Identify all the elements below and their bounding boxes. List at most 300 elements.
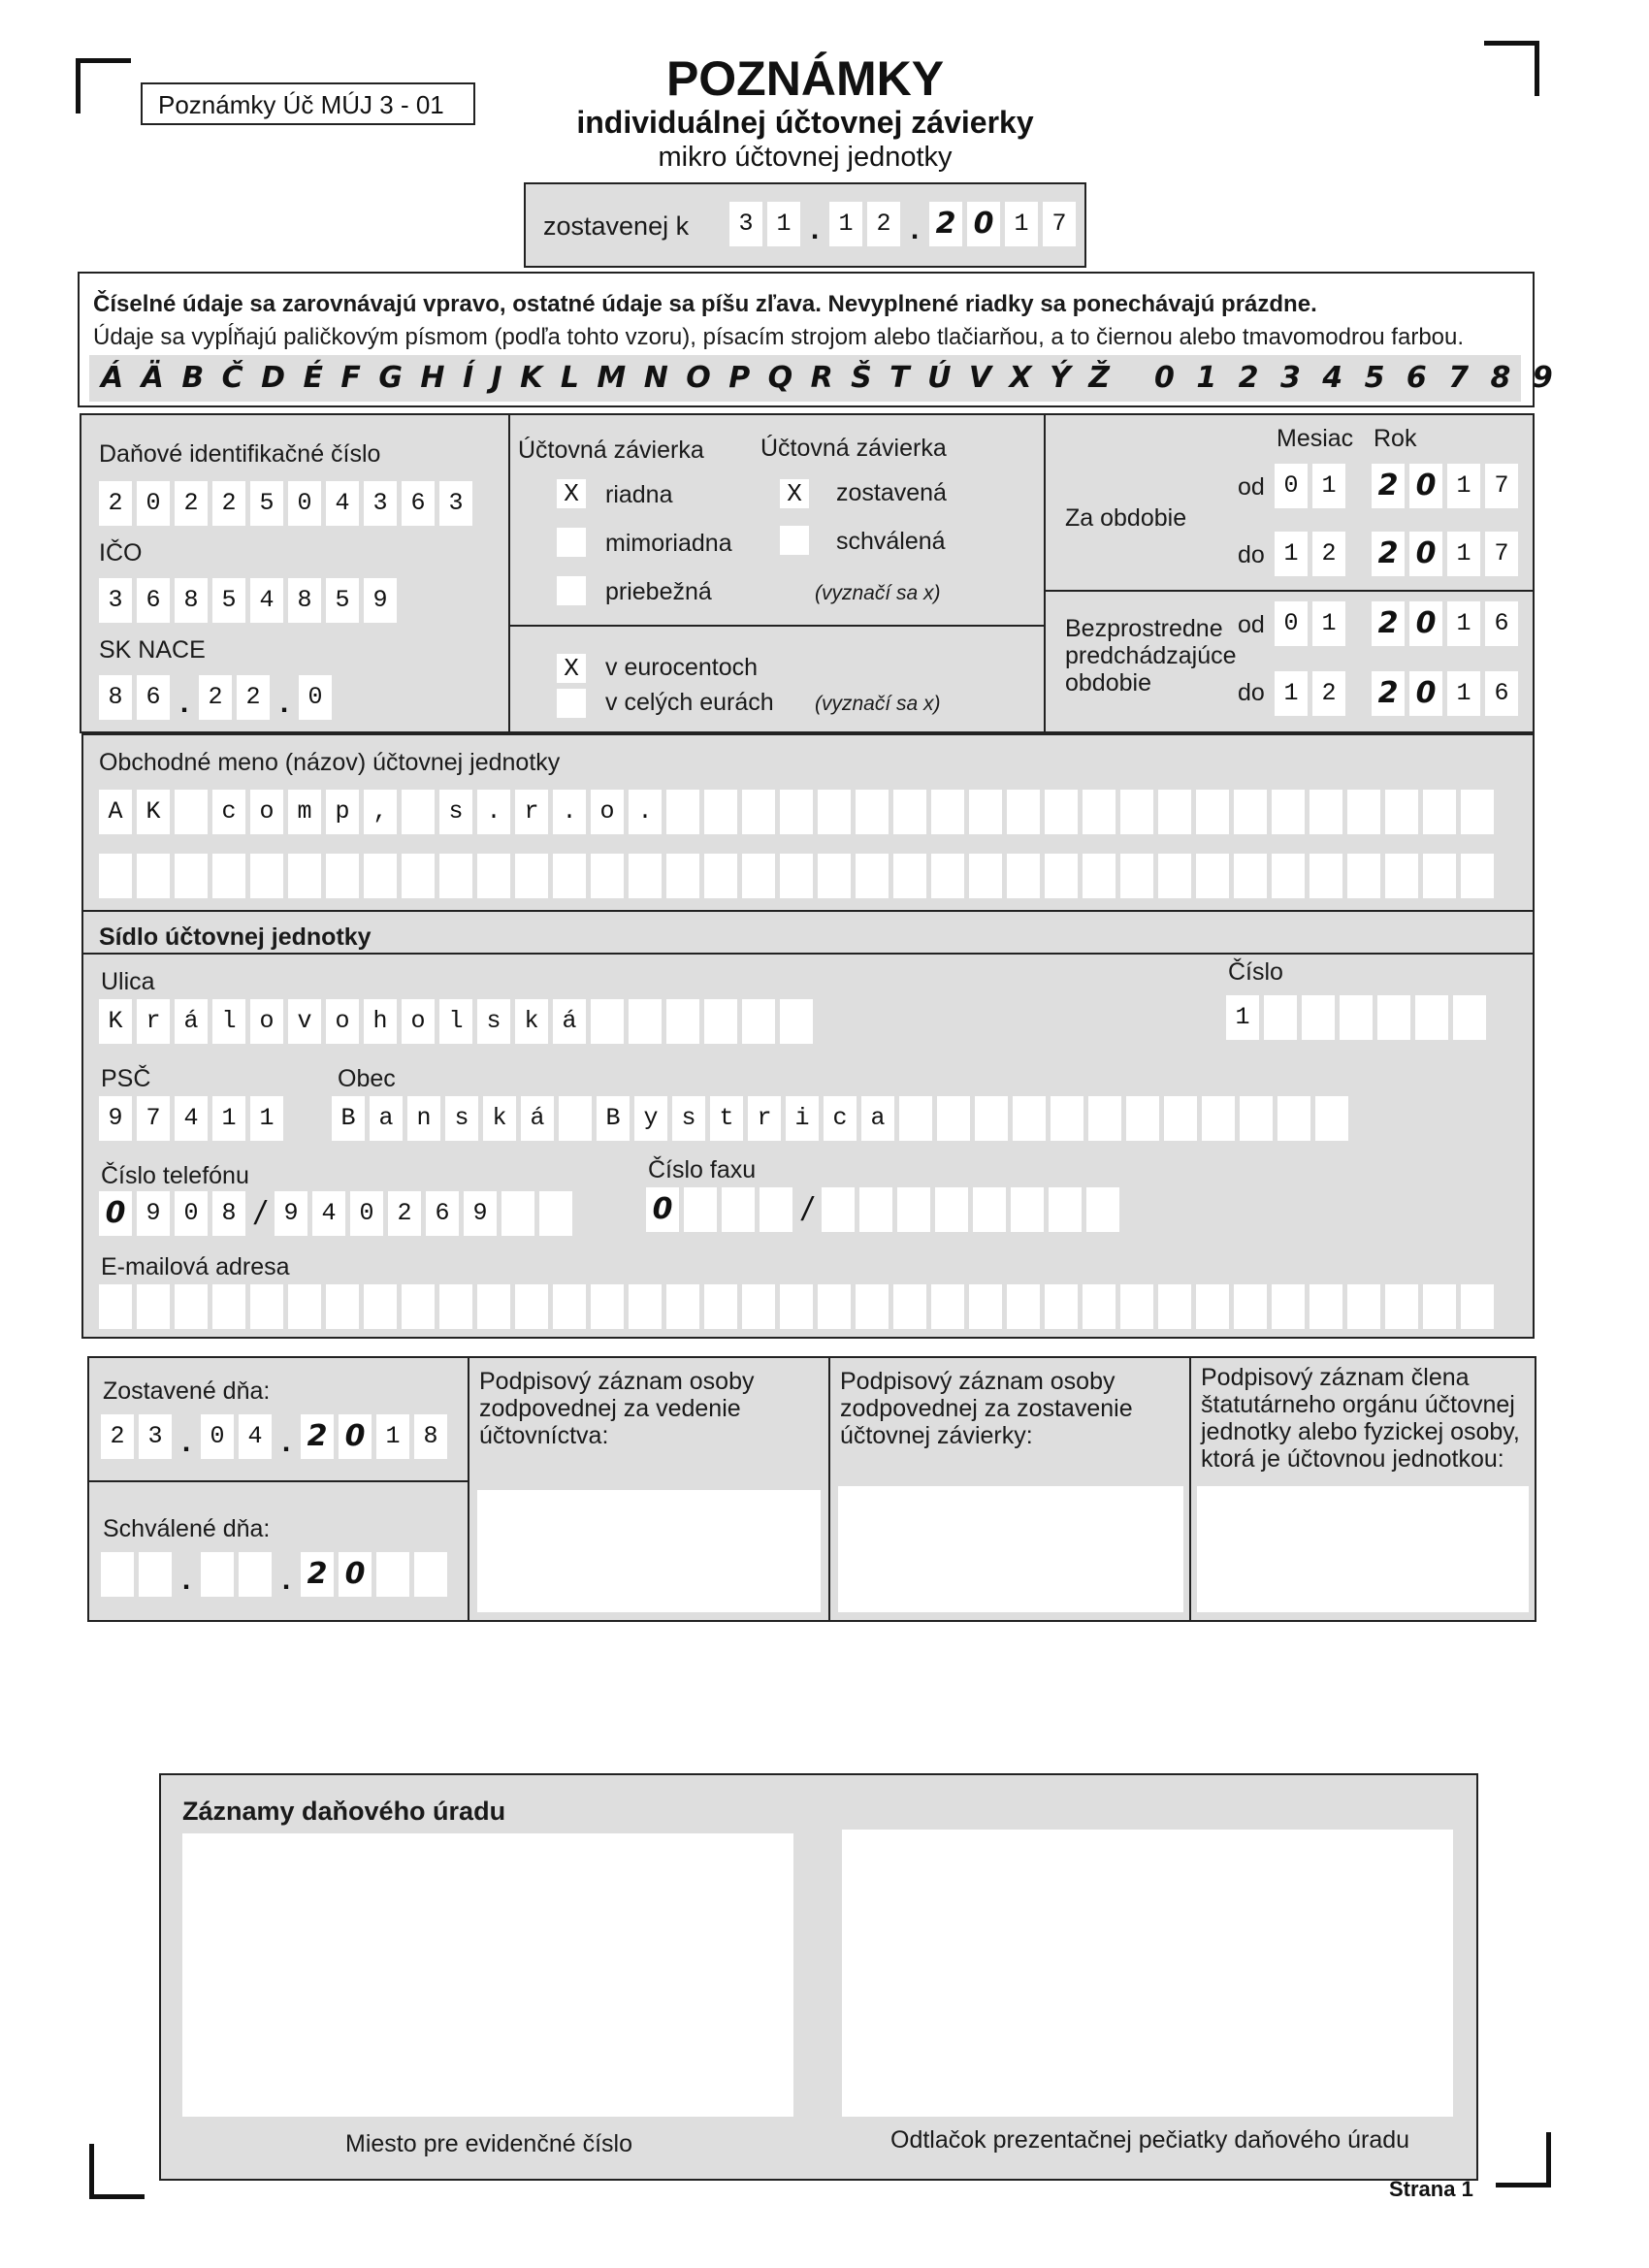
char-cell[interactable] xyxy=(212,854,245,898)
char-cell[interactable] xyxy=(137,1284,170,1329)
char-cell[interactable]: 1 xyxy=(376,1414,409,1459)
char-cell[interactable] xyxy=(1377,995,1410,1040)
char-cell[interactable]: n xyxy=(407,1096,440,1141)
char-cell[interactable]: 0 xyxy=(1409,532,1442,576)
char-cell[interactable] xyxy=(1086,1187,1119,1232)
char-cell[interactable] xyxy=(1013,1096,1046,1141)
char-cell[interactable]: 0 xyxy=(201,1414,234,1459)
char-cell[interactable]: 3 xyxy=(729,202,762,246)
char-cell[interactable] xyxy=(856,1284,889,1329)
char-cell[interactable]: s xyxy=(477,999,510,1044)
char-cell[interactable] xyxy=(477,1284,510,1329)
char-cell[interactable]: 0 xyxy=(1275,464,1308,508)
char-cell[interactable]: v xyxy=(288,999,321,1044)
char-cell[interactable] xyxy=(893,854,926,898)
char-cell[interactable]: 6 xyxy=(402,481,435,526)
char-cell[interactable] xyxy=(553,1284,586,1329)
char-cell[interactable] xyxy=(1277,1096,1310,1141)
char-cell[interactable] xyxy=(1007,854,1040,898)
char-cell[interactable]: 1 xyxy=(1447,671,1480,716)
char-cell[interactable]: y xyxy=(634,1096,667,1141)
char-cell[interactable] xyxy=(591,999,624,1044)
phone-field[interactable] xyxy=(99,1191,577,1236)
char-cell[interactable] xyxy=(1126,1096,1159,1141)
char-cell[interactable] xyxy=(666,999,699,1044)
char-cell[interactable] xyxy=(288,854,321,898)
char-cell[interactable] xyxy=(818,854,851,898)
char-cell[interactable]: 0 xyxy=(646,1187,679,1232)
char-cell[interactable]: 0 xyxy=(1409,671,1442,716)
char-cell[interactable]: 2 xyxy=(1372,601,1405,646)
char-cell[interactable]: 1 xyxy=(767,202,800,246)
char-cell[interactable]: 9 xyxy=(364,578,397,623)
char-cell[interactable] xyxy=(1083,790,1116,834)
char-cell[interactable]: 1 xyxy=(1447,601,1480,646)
char-cell[interactable]: 5 xyxy=(250,481,283,526)
char-cell[interactable]: 1 xyxy=(1275,671,1308,716)
char-cell[interactable]: 3 xyxy=(99,578,132,623)
char-cell[interactable] xyxy=(1007,1284,1040,1329)
char-cell[interactable]: 2 xyxy=(1372,532,1405,576)
char-cell[interactable] xyxy=(722,1187,755,1232)
char-cell[interactable]: . xyxy=(477,790,510,834)
char-cell[interactable]: 4 xyxy=(239,1414,272,1459)
char-cell[interactable] xyxy=(1385,854,1418,898)
char-cell[interactable]: 1 xyxy=(1226,995,1259,1040)
char-cell[interactable]: o xyxy=(250,790,283,834)
company-name-row-2[interactable] xyxy=(99,854,1499,898)
char-cell[interactable]: p xyxy=(326,790,359,834)
char-cell[interactable] xyxy=(760,1187,792,1232)
char-cell[interactable]: 8 xyxy=(175,578,208,623)
char-cell[interactable] xyxy=(742,854,775,898)
char-cell[interactable] xyxy=(1011,1187,1044,1232)
signature-2-field[interactable] xyxy=(838,1486,1183,1612)
char-cell[interactable] xyxy=(1315,1096,1348,1141)
char-cell[interactable] xyxy=(515,1284,548,1329)
char-cell[interactable] xyxy=(402,790,435,834)
char-cell[interactable]: 5 xyxy=(326,578,359,623)
char-cell[interactable] xyxy=(288,1284,321,1329)
char-cell[interactable]: 2 xyxy=(101,1414,134,1459)
registration-number-area[interactable] xyxy=(182,1833,793,2117)
char-cell[interactable]: 4 xyxy=(250,578,283,623)
char-cell[interactable] xyxy=(559,1096,592,1141)
char-cell[interactable] xyxy=(1272,854,1305,898)
approved-checkbox[interactable] xyxy=(780,526,809,555)
char-cell[interactable] xyxy=(969,790,1002,834)
char-cell[interactable] xyxy=(402,854,435,898)
char-cell[interactable] xyxy=(856,790,889,834)
previous-to-month-field[interactable] xyxy=(1275,671,1350,716)
char-cell[interactable]: 9 xyxy=(464,1191,497,1236)
char-cell[interactable] xyxy=(975,1096,1008,1141)
char-cell[interactable] xyxy=(515,854,548,898)
char-cell[interactable]: 0 xyxy=(137,481,170,526)
char-cell[interactable]: 2 xyxy=(388,1191,421,1236)
email-field[interactable] xyxy=(99,1284,1499,1329)
char-cell[interactable]: 0 xyxy=(1409,464,1442,508)
char-cell[interactable] xyxy=(137,854,170,898)
char-cell[interactable]: 3 xyxy=(364,481,397,526)
char-cell[interactable] xyxy=(1272,790,1305,834)
char-cell[interactable]: r xyxy=(137,999,170,1044)
char-cell[interactable] xyxy=(1083,1284,1116,1329)
char-cell[interactable] xyxy=(704,854,737,898)
char-cell[interactable]: 2 xyxy=(929,202,962,246)
char-cell[interactable] xyxy=(704,999,737,1044)
char-cell[interactable] xyxy=(1461,1284,1494,1329)
char-cell[interactable] xyxy=(1385,1284,1418,1329)
char-cell[interactable] xyxy=(859,1187,892,1232)
regular-checkbox[interactable]: X xyxy=(557,479,586,508)
char-cell[interactable] xyxy=(1423,790,1456,834)
char-cell[interactable]: 4 xyxy=(175,1096,208,1141)
char-cell[interactable] xyxy=(629,1284,662,1329)
char-cell[interactable]: 2 xyxy=(1312,532,1345,576)
char-cell[interactable]: o xyxy=(250,999,283,1044)
char-cell[interactable]: 6 xyxy=(137,675,170,720)
char-cell[interactable] xyxy=(893,1284,926,1329)
char-cell[interactable]: 1 xyxy=(1447,464,1480,508)
char-cell[interactable]: 0 xyxy=(288,481,321,526)
char-cell[interactable] xyxy=(742,1284,775,1329)
char-cell[interactable] xyxy=(1347,1284,1380,1329)
char-cell[interactable]: 0 xyxy=(299,675,332,720)
current-from-year-field[interactable] xyxy=(1372,464,1523,508)
char-cell[interactable]: o xyxy=(591,790,624,834)
char-cell[interactable] xyxy=(937,1096,970,1141)
char-cell[interactable] xyxy=(439,1284,472,1329)
char-cell[interactable] xyxy=(1423,1284,1456,1329)
char-cell[interactable]: 2 xyxy=(212,481,245,526)
char-cell[interactable]: 3 xyxy=(439,481,472,526)
char-cell[interactable] xyxy=(1045,790,1078,834)
char-cell[interactable]: i xyxy=(786,1096,819,1141)
char-cell[interactable] xyxy=(973,1187,1006,1232)
char-cell[interactable]: 6 xyxy=(426,1191,459,1236)
char-cell[interactable] xyxy=(742,999,775,1044)
current-to-month-field[interactable] xyxy=(1275,532,1350,576)
char-cell[interactable] xyxy=(1240,1096,1273,1141)
char-cell[interactable] xyxy=(1302,995,1335,1040)
char-cell[interactable] xyxy=(780,999,813,1044)
char-cell[interactable] xyxy=(591,1284,624,1329)
previous-from-year-field[interactable] xyxy=(1372,601,1523,646)
char-cell[interactable]: 1 xyxy=(1312,601,1345,646)
eurocents-checkbox[interactable]: X xyxy=(557,654,586,683)
char-cell[interactable]: 6 xyxy=(1485,601,1518,646)
char-cell[interactable]: 9 xyxy=(137,1191,170,1236)
street-number-field[interactable] xyxy=(1226,995,1491,1040)
company-name-row-1[interactable] xyxy=(99,790,1499,834)
char-cell[interactable] xyxy=(99,854,132,898)
char-cell[interactable]: 2 xyxy=(237,675,270,720)
char-cell[interactable]: 4 xyxy=(312,1191,345,1236)
char-cell[interactable]: 0 xyxy=(339,1552,372,1597)
char-cell[interactable]: a xyxy=(861,1096,894,1141)
city-field[interactable] xyxy=(332,1096,1353,1141)
street-field[interactable] xyxy=(99,999,818,1044)
char-cell[interactable] xyxy=(935,1187,968,1232)
char-cell[interactable]: 8 xyxy=(212,1191,245,1236)
char-cell[interactable]: 2 xyxy=(175,481,208,526)
extraordinary-checkbox[interactable] xyxy=(557,528,586,557)
char-cell[interactable]: 2 xyxy=(1372,464,1405,508)
char-cell[interactable] xyxy=(364,1284,397,1329)
char-cell[interactable] xyxy=(439,854,472,898)
char-cell[interactable]: 2 xyxy=(1372,671,1405,716)
char-cell[interactable]: r xyxy=(748,1096,781,1141)
char-cell[interactable]: k xyxy=(483,1096,516,1141)
char-cell[interactable] xyxy=(175,790,208,834)
char-cell[interactable] xyxy=(1120,854,1153,898)
char-cell[interactable]: o xyxy=(326,999,359,1044)
char-cell[interactable] xyxy=(629,854,662,898)
char-cell[interactable]: k xyxy=(515,999,548,1044)
char-cell[interactable]: 0 xyxy=(99,1191,132,1236)
char-cell[interactable] xyxy=(666,1284,699,1329)
char-cell[interactable] xyxy=(364,854,397,898)
char-cell[interactable] xyxy=(1453,995,1486,1040)
char-cell[interactable] xyxy=(931,790,964,834)
char-cell[interactable] xyxy=(822,1187,855,1232)
char-cell[interactable]: 1 xyxy=(1447,532,1480,576)
char-cell[interactable]: . xyxy=(629,790,662,834)
char-cell[interactable] xyxy=(742,790,775,834)
char-cell[interactable]: l xyxy=(212,999,245,1044)
previous-from-month-field[interactable] xyxy=(1275,601,1350,646)
char-cell[interactable] xyxy=(212,1284,245,1329)
char-cell[interactable]: r xyxy=(515,790,548,834)
char-cell[interactable]: m xyxy=(288,790,321,834)
char-cell[interactable]: a xyxy=(370,1096,403,1141)
char-cell[interactable] xyxy=(250,854,283,898)
char-cell[interactable]: 7 xyxy=(137,1096,170,1141)
char-cell[interactable] xyxy=(591,854,624,898)
char-cell[interactable]: 0 xyxy=(967,202,1000,246)
char-cell[interactable] xyxy=(1196,790,1229,834)
char-cell[interactable]: t xyxy=(710,1096,743,1141)
char-cell[interactable]: 7 xyxy=(1485,532,1518,576)
char-cell[interactable] xyxy=(1120,790,1153,834)
char-cell[interactable] xyxy=(553,854,586,898)
char-cell[interactable] xyxy=(704,1284,737,1329)
char-cell[interactable] xyxy=(931,854,964,898)
char-cell[interactable]: 7 xyxy=(1043,202,1076,246)
char-cell[interactable] xyxy=(1088,1096,1121,1141)
char-cell[interactable] xyxy=(139,1552,172,1597)
char-cell[interactable]: A xyxy=(99,790,132,834)
char-cell[interactable]: o xyxy=(402,999,435,1044)
char-cell[interactable] xyxy=(969,854,1002,898)
char-cell[interactable] xyxy=(1461,854,1494,898)
char-cell[interactable] xyxy=(326,854,359,898)
char-cell[interactable] xyxy=(629,999,662,1044)
previous-to-year-field[interactable] xyxy=(1372,671,1523,716)
char-cell[interactable] xyxy=(1045,854,1078,898)
char-cell[interactable] xyxy=(856,854,889,898)
char-cell[interactable]: 7 xyxy=(1485,464,1518,508)
char-cell[interactable] xyxy=(1164,1096,1197,1141)
char-cell[interactable] xyxy=(402,1284,435,1329)
char-cell[interactable]: 0 xyxy=(339,1414,372,1459)
char-cell[interactable]: 2 xyxy=(301,1552,334,1597)
char-cell[interactable]: s xyxy=(445,1096,478,1141)
current-from-month-field[interactable] xyxy=(1275,464,1350,508)
char-cell[interactable]: 1 xyxy=(212,1096,245,1141)
char-cell[interactable] xyxy=(818,1284,851,1329)
char-cell[interactable] xyxy=(99,1284,132,1329)
char-cell[interactable] xyxy=(1347,790,1380,834)
char-cell[interactable] xyxy=(1264,995,1297,1040)
char-cell[interactable] xyxy=(414,1552,447,1597)
whole-euros-checkbox[interactable] xyxy=(557,689,586,718)
char-cell[interactable]: , xyxy=(364,790,397,834)
char-cell[interactable] xyxy=(1158,790,1191,834)
char-cell[interactable] xyxy=(1461,790,1494,834)
char-cell[interactable]: l xyxy=(439,999,472,1044)
char-cell[interactable]: 2 xyxy=(199,675,232,720)
char-cell[interactable]: 2 xyxy=(301,1414,334,1459)
char-cell[interactable] xyxy=(899,1096,932,1141)
char-cell[interactable]: 0 xyxy=(1409,601,1442,646)
char-cell[interactable] xyxy=(1051,1096,1083,1141)
ico-field[interactable] xyxy=(99,578,402,623)
char-cell[interactable]: s xyxy=(672,1096,705,1141)
char-cell[interactable] xyxy=(666,854,699,898)
char-cell[interactable] xyxy=(201,1552,234,1597)
char-cell[interactable] xyxy=(1234,1284,1267,1329)
fax-field[interactable] xyxy=(646,1187,1124,1232)
char-cell[interactable] xyxy=(780,854,813,898)
char-cell[interactable]: s xyxy=(439,790,472,834)
char-cell[interactable] xyxy=(780,790,813,834)
char-cell[interactable]: 8 xyxy=(99,675,132,720)
char-cell[interactable] xyxy=(1120,1284,1153,1329)
char-cell[interactable]: B xyxy=(597,1096,630,1141)
char-cell[interactable]: á xyxy=(553,999,586,1044)
char-cell[interactable] xyxy=(897,1187,930,1232)
char-cell[interactable] xyxy=(1234,854,1267,898)
char-cell[interactable]: h xyxy=(364,999,397,1044)
char-cell[interactable] xyxy=(780,1284,813,1329)
char-cell[interactable] xyxy=(684,1187,717,1232)
char-cell[interactable] xyxy=(1196,1284,1229,1329)
char-cell[interactable]: 4 xyxy=(326,481,359,526)
char-cell[interactable] xyxy=(1310,790,1342,834)
char-cell[interactable] xyxy=(1340,995,1373,1040)
char-cell[interactable] xyxy=(101,1552,134,1597)
char-cell[interactable]: á xyxy=(521,1096,554,1141)
char-cell[interactable] xyxy=(239,1552,272,1597)
char-cell[interactable]: K xyxy=(137,790,170,834)
char-cell[interactable] xyxy=(1049,1187,1082,1232)
char-cell[interactable] xyxy=(931,1284,964,1329)
char-cell[interactable] xyxy=(1415,995,1448,1040)
char-cell[interactable]: 0 xyxy=(175,1191,208,1236)
char-cell[interactable]: c xyxy=(824,1096,857,1141)
char-cell[interactable] xyxy=(376,1552,409,1597)
char-cell[interactable] xyxy=(893,790,926,834)
current-to-year-field[interactable] xyxy=(1372,532,1523,576)
char-cell[interactable] xyxy=(1202,1096,1235,1141)
char-cell[interactable] xyxy=(704,790,737,834)
char-cell[interactable]: 5 xyxy=(212,578,245,623)
char-cell[interactable] xyxy=(1310,1284,1342,1329)
char-cell[interactable]: á xyxy=(175,999,208,1044)
char-cell[interactable] xyxy=(539,1191,572,1236)
approved-on-field[interactable] xyxy=(101,1552,452,1597)
char-cell[interactable]: 2 xyxy=(867,202,900,246)
char-cell[interactable] xyxy=(1347,854,1380,898)
char-cell[interactable]: 0 xyxy=(350,1191,383,1236)
char-cell[interactable]: 3 xyxy=(139,1414,172,1459)
char-cell[interactable] xyxy=(477,854,510,898)
signature-3-field[interactable] xyxy=(1197,1486,1529,1612)
char-cell[interactable] xyxy=(666,790,699,834)
interim-checkbox[interactable] xyxy=(557,576,586,605)
char-cell[interactable]: 1 xyxy=(250,1096,283,1141)
char-cell[interactable] xyxy=(1158,854,1191,898)
char-cell[interactable]: 8 xyxy=(414,1414,447,1459)
char-cell[interactable]: 1 xyxy=(1312,464,1345,508)
char-cell[interactable] xyxy=(969,1284,1002,1329)
char-cell[interactable]: 1 xyxy=(1275,532,1308,576)
char-cell[interactable]: 1 xyxy=(829,202,862,246)
char-cell[interactable] xyxy=(1083,854,1116,898)
stamp-area[interactable] xyxy=(842,1830,1453,2117)
od-label: od xyxy=(1238,473,1265,501)
char-cell[interactable] xyxy=(1234,790,1267,834)
char-cell[interactable] xyxy=(1310,854,1342,898)
char-cell[interactable] xyxy=(1007,790,1040,834)
char-cell[interactable]: B xyxy=(332,1096,365,1141)
char-cell[interactable] xyxy=(501,1191,534,1236)
char-cell[interactable] xyxy=(1385,790,1418,834)
char-cell[interactable] xyxy=(175,1284,208,1329)
char-cell[interactable]: . xyxy=(553,790,586,834)
char-cell[interactable] xyxy=(175,854,208,898)
char-cell[interactable]: 9 xyxy=(275,1191,307,1236)
char-cell[interactable]: 1 xyxy=(1005,202,1038,246)
char-cell[interactable]: c xyxy=(212,790,245,834)
signature-1-field[interactable] xyxy=(477,1490,821,1612)
char-cell[interactable]: 8 xyxy=(288,578,321,623)
char-cell[interactable]: 6 xyxy=(1485,671,1518,716)
char-cell[interactable]: 9 xyxy=(99,1096,132,1141)
char-cell[interactable]: K xyxy=(99,999,132,1044)
char-cell[interactable]: 6 xyxy=(137,578,170,623)
char-cell[interactable] xyxy=(1423,854,1456,898)
nace-field[interactable] xyxy=(99,675,337,720)
psc-field[interactable] xyxy=(99,1096,288,1141)
compiled-date-field[interactable] xyxy=(729,202,1081,246)
compiled-checkbox[interactable]: X xyxy=(780,479,809,508)
char-cell[interactable] xyxy=(818,790,851,834)
char-cell[interactable]: 2 xyxy=(1312,671,1345,716)
char-cell[interactable] xyxy=(1196,854,1229,898)
char-cell[interactable]: 0 xyxy=(1275,601,1308,646)
char-cell[interactable] xyxy=(326,1284,359,1329)
char-cell[interactable] xyxy=(1272,1284,1305,1329)
char-cell[interactable] xyxy=(1158,1284,1191,1329)
char-cell[interactable]: 2 xyxy=(99,481,132,526)
dic-field[interactable] xyxy=(99,481,477,526)
char-cell[interactable] xyxy=(250,1284,283,1329)
compiled-on-field[interactable] xyxy=(101,1414,452,1459)
char-cell[interactable] xyxy=(1045,1284,1078,1329)
